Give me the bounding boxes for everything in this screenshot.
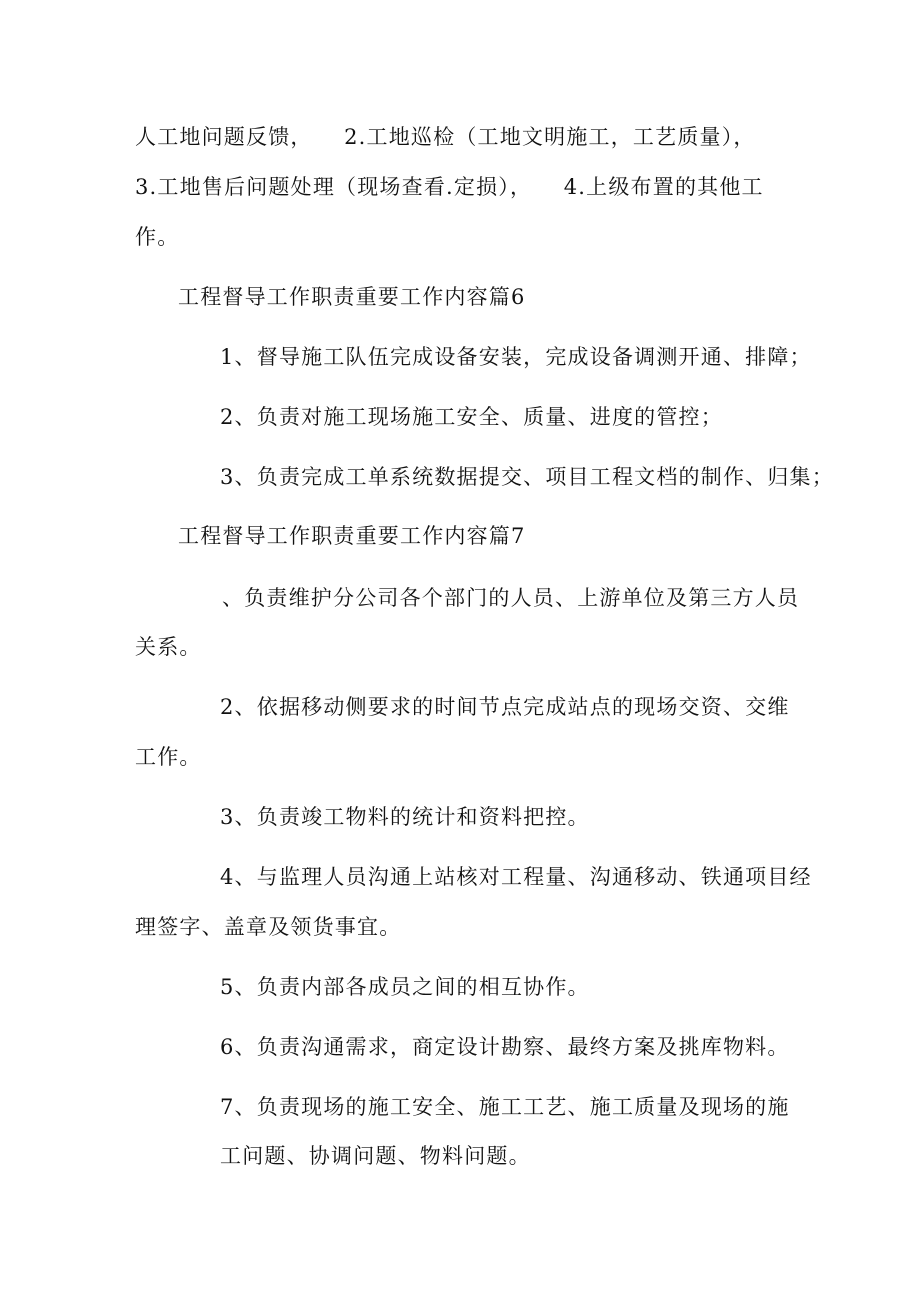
- list-item: 3、负责竣工物料的统计和资料把控。: [220, 805, 590, 829]
- text-line: 工作。: [135, 745, 202, 769]
- text-line: 关系。: [135, 635, 202, 659]
- list-item: 2、负责对施工现场施工安全、质量、进度的管控；: [220, 405, 723, 429]
- list-item: 4、与监理人员沟通上站核对工程量、沟通移动、铁通项目经: [220, 865, 812, 889]
- section-heading: 工程督导工作职责重要工作内容篇7: [178, 524, 526, 548]
- list-item: 、负责维护分公司各个部门的人员、上游单位及第三方人员: [222, 586, 800, 610]
- text-line: 理签字、盖章及领货事宜。: [135, 915, 402, 939]
- list-item: 2、依据移动侧要求的时间节点完成站点的现场交资、交维: [220, 695, 790, 719]
- text-line: 工问题、协调问题、物料问题。: [220, 1144, 531, 1168]
- text-line: 人工地问题反馈， 2.工地巡检（工地文明施工，工艺质量），: [135, 125, 756, 149]
- list-item: 5、负责内部各成员之间的相互协作。: [220, 975, 590, 999]
- text-line: 3.工地售后问题处理（现场查看.定损）， 4.上级布置的其他工: [135, 175, 764, 199]
- list-item: 3、负责完成工单系统数据提交、项目工程文档的制作、归集；: [220, 465, 834, 489]
- list-item: 7、负责现场的施工安全、施工工艺、施工质量及现场的施: [220, 1095, 790, 1119]
- section-heading: 工程督导工作职责重要工作内容篇6: [178, 285, 526, 309]
- text-line: 作。: [135, 225, 180, 249]
- list-item: 6、负责沟通需求，商定设计勘察、最终方案及挑库物料。: [220, 1035, 790, 1059]
- list-item: 1、督导施工队伍完成设备安装，完成设备调测开通、排障；: [220, 345, 812, 369]
